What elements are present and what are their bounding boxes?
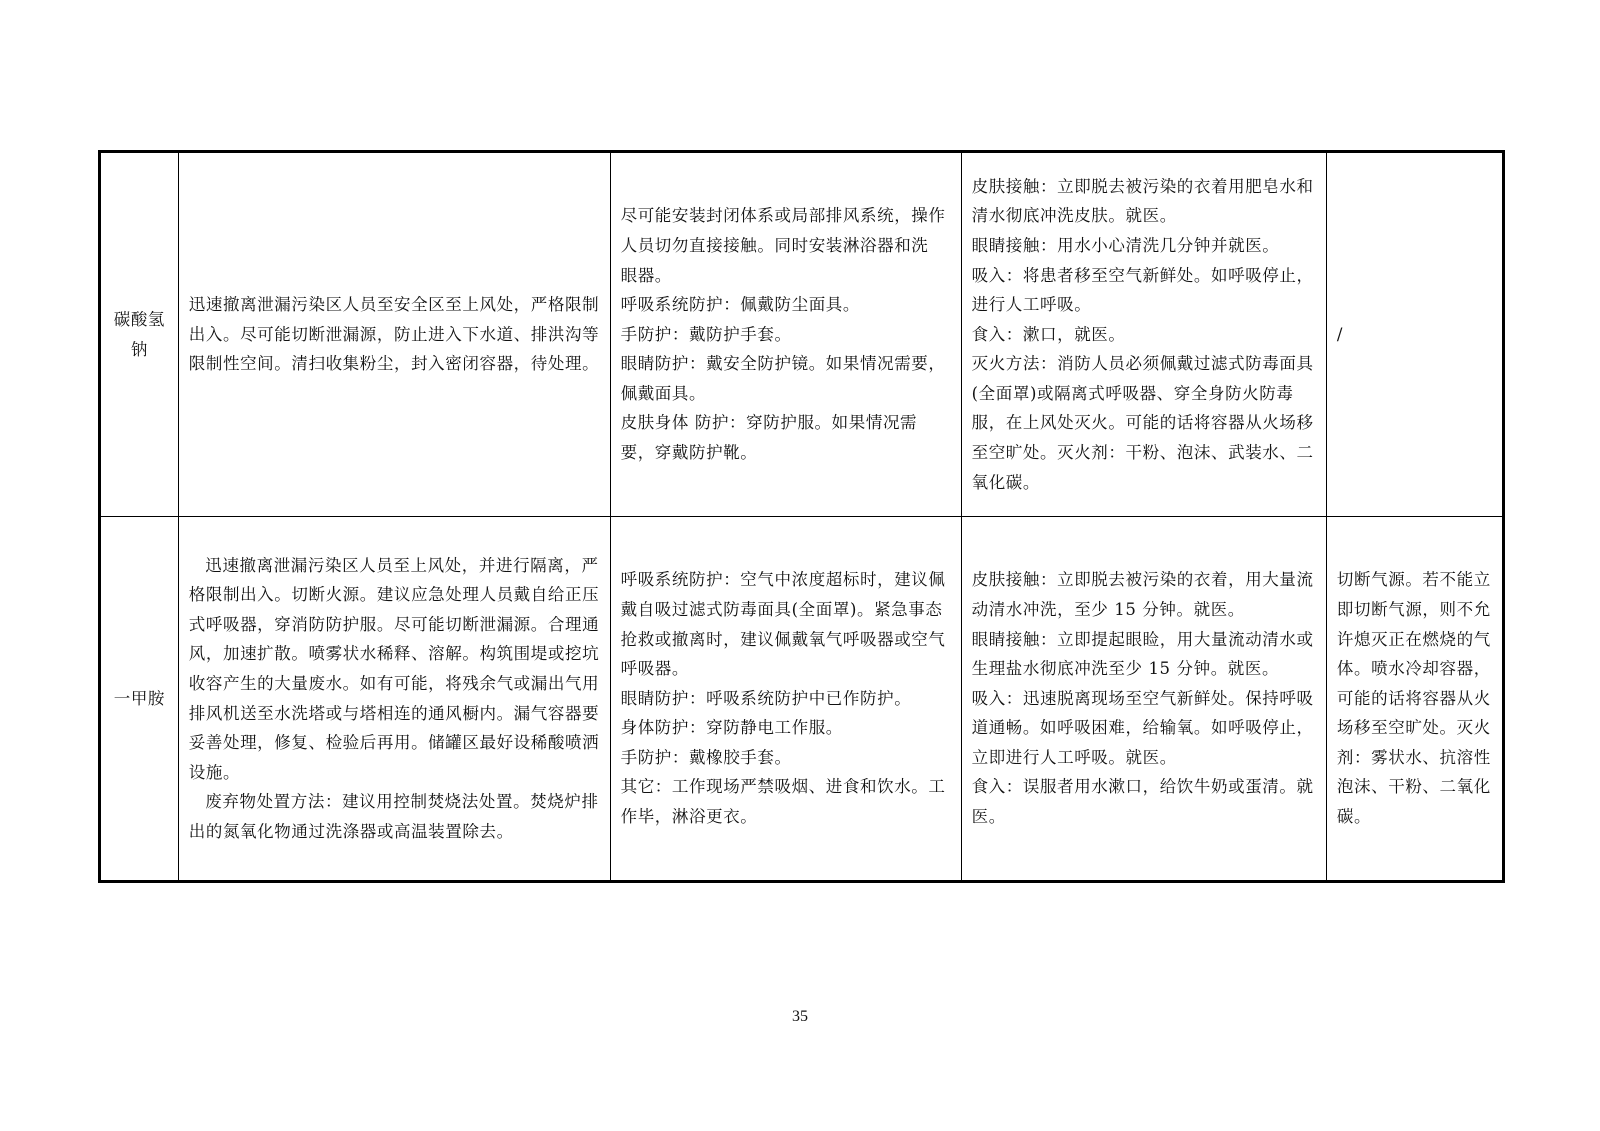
- fire-fighting-text: /: [1336, 324, 1344, 344]
- leak-disposal-text: 迅速撤离泄漏污染区人员至安全区至上风处，严格限制出入。尽可能切断泄漏源，防止进入下水道、排洪沟等限制性空间。清扫收集粉尘，封入密闭容器，待处理。: [188, 295, 600, 374]
- waste-disposal-text: 废弃物处置方法：建议用控制焚烧法处置。焚烧炉排出的氮氧化物通过洗涤器或高温装置除去。: [188, 792, 599, 841]
- protection-text: 呼吸系统防护：空气中浓度超标时，建议佩戴自吸过滤式防毒面具(全面罩)。紧急事态抢救或撤离时，建议佩戴氧气呼吸器或空气呼吸器。: [620, 570, 946, 679]
- first-aid-text: 食入：漱口，就医。: [971, 324, 1126, 344]
- protection-text: 身体防护：穿防静电工作服。: [620, 718, 843, 738]
- fire-fighting-cell: [1326, 152, 1503, 517]
- first-aid-cell: [961, 152, 1326, 517]
- first-aid-text: 皮肤接触：立即脱去被污染的衣着，用大量流动清水冲洗，至少 15 分钟。就医。: [971, 570, 1314, 619]
- first-aid-text: 眼睛接触：用水小心清洗几分钟并就医。: [971, 235, 1280, 255]
- protection-cell: [610, 152, 961, 517]
- leak-disposal-cell: [178, 152, 610, 517]
- fire-fighting-text: 切断气源。若不能立即切断气源，则不允许熄灭正在燃烧的气体。喷水冷却容器，可能的话将容器从火场移至空旷处。灭火剂：雾状水、抗溶性泡沫、干粉、二氧化碳。: [1336, 570, 1491, 827]
- first-aid-text: 皮肤接触：立即脱去被污染的衣着用肥皂水和清水彻底冲洗皮肤。就医。: [971, 176, 1314, 226]
- protection-text: 手防护：戴防护手套。: [620, 324, 792, 344]
- first-aid-text: 吸入：将患者移至空气新鲜处。如呼吸停止，进行人工呼吸。: [971, 265, 1314, 315]
- protection-text: 皮肤身体 防护：穿防护服。如果情况需要，穿戴防护靴。: [620, 413, 918, 463]
- protection-text: 眼睛防护：呼吸系统防护中已作防护。: [620, 688, 912, 708]
- chemical-name: 一甲胺: [113, 688, 166, 708]
- protection-text: 眼器。: [620, 265, 672, 285]
- protection-text: 手防护：戴橡胶手套。: [620, 747, 792, 767]
- first-aid-text: 食入：误服者用水漱口，给饮牛奶或蛋清。就医。: [971, 777, 1314, 827]
- protection-text: 眼睛防护：戴安全防护镜。如果情况需要，佩戴面具。: [620, 354, 946, 403]
- protection-text: 其它：工作现场严禁吸烟、进食和饮水。工作毕，淋浴更衣。: [620, 777, 946, 827]
- leak-disposal-cell: [178, 517, 610, 882]
- first-aid-text: 灭火方法：消防人员必须佩戴过滤式防毒面具(全面罩)或隔离式呼吸器、穿全身防火防毒服，在上风处灭火。可能的话将容器从火场移至空旷处。灭火剂：干粉、泡沫、武装水、二氧化碳。: [971, 354, 1314, 492]
- page-number: 35: [792, 1008, 808, 1025]
- protection-text: 呼吸系统防护：佩戴防尘面具。: [620, 295, 861, 315]
- first-aid-cell: [961, 517, 1326, 882]
- chemical-name: 碳酸氢钠: [113, 309, 166, 359]
- first-aid-text: 眼睛接触：立即提起眼睑，用大量流动清水或生理盐水彻底冲洗至少 15 分钟。就医。: [971, 629, 1314, 679]
- protection-cell: [610, 517, 961, 882]
- protection-text: 尽可能安装封闭体系或局部排风系统，操作人员切勿直接接触。同时安装淋浴器和洗: [620, 206, 946, 255]
- table-row: [100, 517, 1504, 882]
- chemical-emergency-table: [98, 150, 1505, 883]
- leak-disposal-text: 迅速撤离泄漏污染区人员至上风处，并进行隔离，严格限制出入。切断火源。建议应急处理人员戴自给正压式呼吸器，穿消防防护服。尽可能切断泄漏源。合理通风，加速扩散。喷雾状水稀释、溶解。构筑围堤或挖坑收容产生的大量废水。如有可能，将残余气或漏出气用排风机送至水洗塔或与塔相连的通风橱内。漏气容器要妥善处理，修复、检验后再用。储罐区最好设稀酸喷洒设施。: [188, 555, 600, 782]
- chemical-name-cell: [100, 152, 179, 517]
- table-row: [100, 152, 1504, 517]
- first-aid-text: 吸入：迅速脱离现场至空气新鲜处。保持呼吸道通畅。如呼吸困难，给输氧。如呼吸停止，立即进行人工呼吸。就医。: [971, 688, 1314, 767]
- fire-fighting-cell: [1326, 517, 1503, 882]
- chemical-name-cell: [100, 517, 179, 882]
